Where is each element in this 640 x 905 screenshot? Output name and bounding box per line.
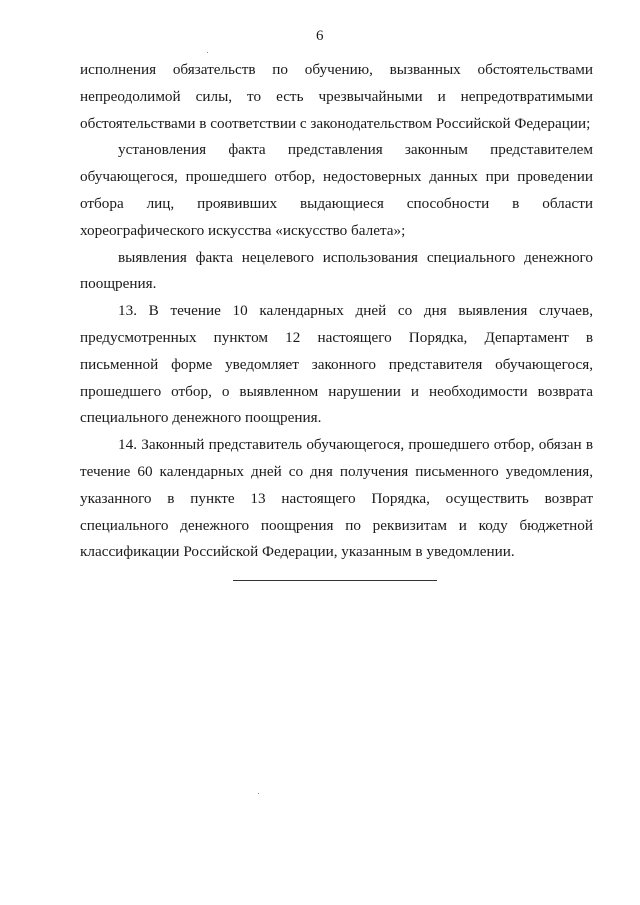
scan-speck xyxy=(258,793,259,794)
paragraph-force-majeure: исполнения обязательств по обучению, вызванных обстоятельствами непреодолимой силы, то есть чрезвычайными и непредотвратимыми обстоятельствами в соответствии с законодательством Российской Федерации; xyxy=(80,61,593,132)
page-number: 6 xyxy=(316,28,324,44)
paragraph-false-data: установления факта представления законным представителем обучающегося, прошедшего отбор, недостоверных данных при проведении отбора лиц, проявивших выдающиеся способности в области хореографического искусства «искусство балета»; xyxy=(80,141,593,239)
paragraph-item-14: 14. Законный представитель обучающегося, прошедшего отбор, обязан в течение 60 календарных дней со дня получения письменного уведомления, указанного в пункте 13 настоящего Порядка, осуществить возврат специального денежного поощрения по реквизитам и коду бюджетной классификации Российской Федерации, указанным в уведомлении. xyxy=(80,436,593,561)
document-body xyxy=(80,57,593,566)
paragraph-item-13: 13. В течение 10 календарных дней со дня выявления случаев, предусмотренных пунктом 12 настоящего Порядка, Департамент в письменной форме уведомляет законного представителя обучающегося, прошедшего отбор, о выявленном нарушении и необходимости возврата специального денежного поощрения. xyxy=(80,302,593,427)
paragraph-misuse: выявления факта нецелевого использования специального денежного поощрения. xyxy=(80,248,593,293)
end-divider-line xyxy=(233,580,437,581)
scan-speck xyxy=(207,52,208,53)
